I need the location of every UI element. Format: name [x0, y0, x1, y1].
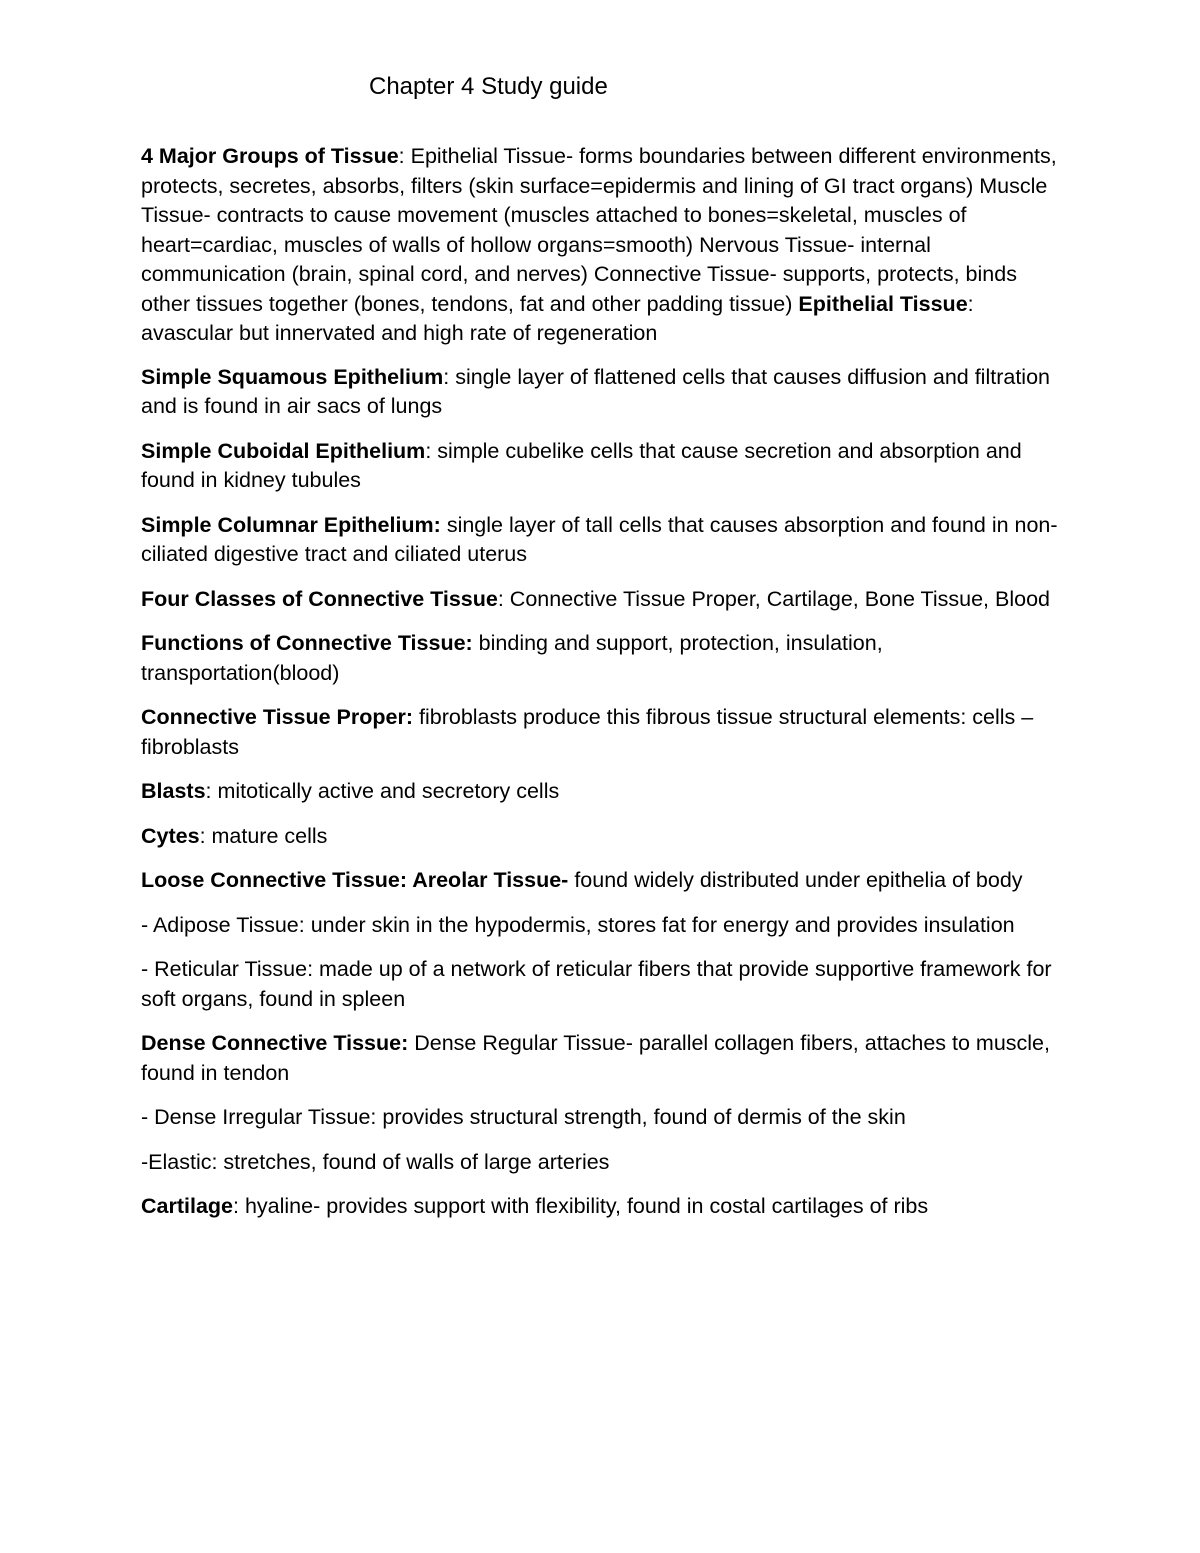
- paragraph-dense-irregular: [141, 1103, 1061, 1133]
- paragraph-simple-cuboidal: [141, 437, 1061, 496]
- definition-text: fibroblasts produce this fibrous tissue structural elements: cells – fibroblasts: [141, 705, 1034, 759]
- term-label: Simple Columnar Epithelium:: [141, 512, 441, 537]
- paragraph-major-groups: [141, 142, 1061, 349]
- paragraph-cytes: [141, 822, 1061, 852]
- definition-text: found widely distributed under epithelia of body: [568, 868, 1023, 892]
- paragraph-adipose: [141, 911, 1061, 941]
- definition-text: - Dense Irregular Tissue: provides structural strength, found of dermis of the skin: [141, 1105, 906, 1129]
- definition-text: - Adipose Tissue: under skin in the hypodermis, stores fat for energy and provides insulation: [141, 912, 1015, 937]
- definition-text: binding and support, protection, insulation, transportation(blood): [141, 631, 883, 685]
- paragraph-dense-connective: [141, 1029, 1061, 1088]
- definition-text: : Epithelial Tissue- forms boundaries between different environments, protects, secretes, absorbs, filters (skin surface=epidermis and lining of GI tract organs) Muscle Tissue- contracts to cause movement (muscles attached to bones=skeletal, muscles of heart=cardiac, muscles of walls of hollow organs=smooth) Nervous Tissue- internal communication (brain, spinal cord, and nerves) Connective Tissue- supports, protects, binds other tissues together (bones, tendons, fat and other padding tissue): [141, 144, 1057, 316]
- study-guide-content: [141, 142, 1061, 1237]
- definition-text: single layer of tall cells that causes absorption and found in non-ciliated digestive tract and ciliated uterus: [141, 512, 1058, 566]
- definition-text: : Connective Tissue Proper, Cartilage, Bone Tissue, Blood: [497, 586, 1050, 611]
- definition-text: : mitotically active and secretory cells: [205, 779, 560, 803]
- term-label: Functions of Connective Tissue:: [141, 631, 473, 655]
- paragraph-cartilage: [141, 1192, 1061, 1222]
- paragraph-elastic: [141, 1148, 1061, 1178]
- term-label: Loose Connective Tissue: Areolar Tissue-: [141, 868, 569, 892]
- definition-text: -Elastic: stretches, found of walls of large arteries: [141, 1149, 610, 1174]
- definition-text: : avascular but innervated and high rate of regeneration: [141, 291, 974, 345]
- definition-text: : single layer of flattened cells that causes diffusion and filtration and is found in air sacs of lungs: [141, 364, 1050, 418]
- term-label: Dense Connective Tissue:: [141, 1031, 409, 1055]
- term-label: Cartilage: [141, 1194, 234, 1218]
- paragraph-simple-columnar: [141, 511, 1061, 570]
- definition-text: - Reticular Tissue: made up of a network of reticular fibers that provide supportive framework for soft organs, found in spleen: [141, 957, 1052, 1011]
- definition-text: Dense Regular Tissue- parallel collagen fibers, attaches to muscle, found in tendon: [141, 1031, 1050, 1085]
- definition-text: : simple cubelike cells that cause secretion and absorption and found in kidney tubules: [141, 438, 1022, 492]
- term-label: Epithelial Tissue: [798, 291, 968, 316]
- term-label: Simple Squamous Epithelium: [141, 364, 444, 389]
- page-title: Chapter 4 Study guide: [369, 73, 608, 100]
- definition-text: : mature cells: [199, 823, 328, 848]
- term-label: Simple Cuboidal Epithelium: [141, 438, 426, 463]
- definition-text: : hyaline- provides support with flexibility, found in costal cartilages of ribs: [233, 1194, 929, 1218]
- paragraph-blasts: [141, 777, 1061, 807]
- term-label: Cytes: [141, 823, 200, 848]
- paragraph-four-classes: [141, 585, 1061, 615]
- paragraph-simple-squamous: [141, 363, 1061, 422]
- term-label: Connective Tissue Proper:: [141, 705, 414, 729]
- term-label: Blasts: [141, 779, 206, 803]
- paragraph-connective-proper: [141, 703, 1061, 762]
- paragraph-reticular: [141, 955, 1061, 1014]
- paragraph-loose-connective: [141, 866, 1061, 896]
- term-label: Four Classes of Connective Tissue: [141, 586, 498, 611]
- paragraph-functions: [141, 629, 1061, 688]
- term-label: 4 Major Groups of Tissue: [141, 144, 399, 168]
